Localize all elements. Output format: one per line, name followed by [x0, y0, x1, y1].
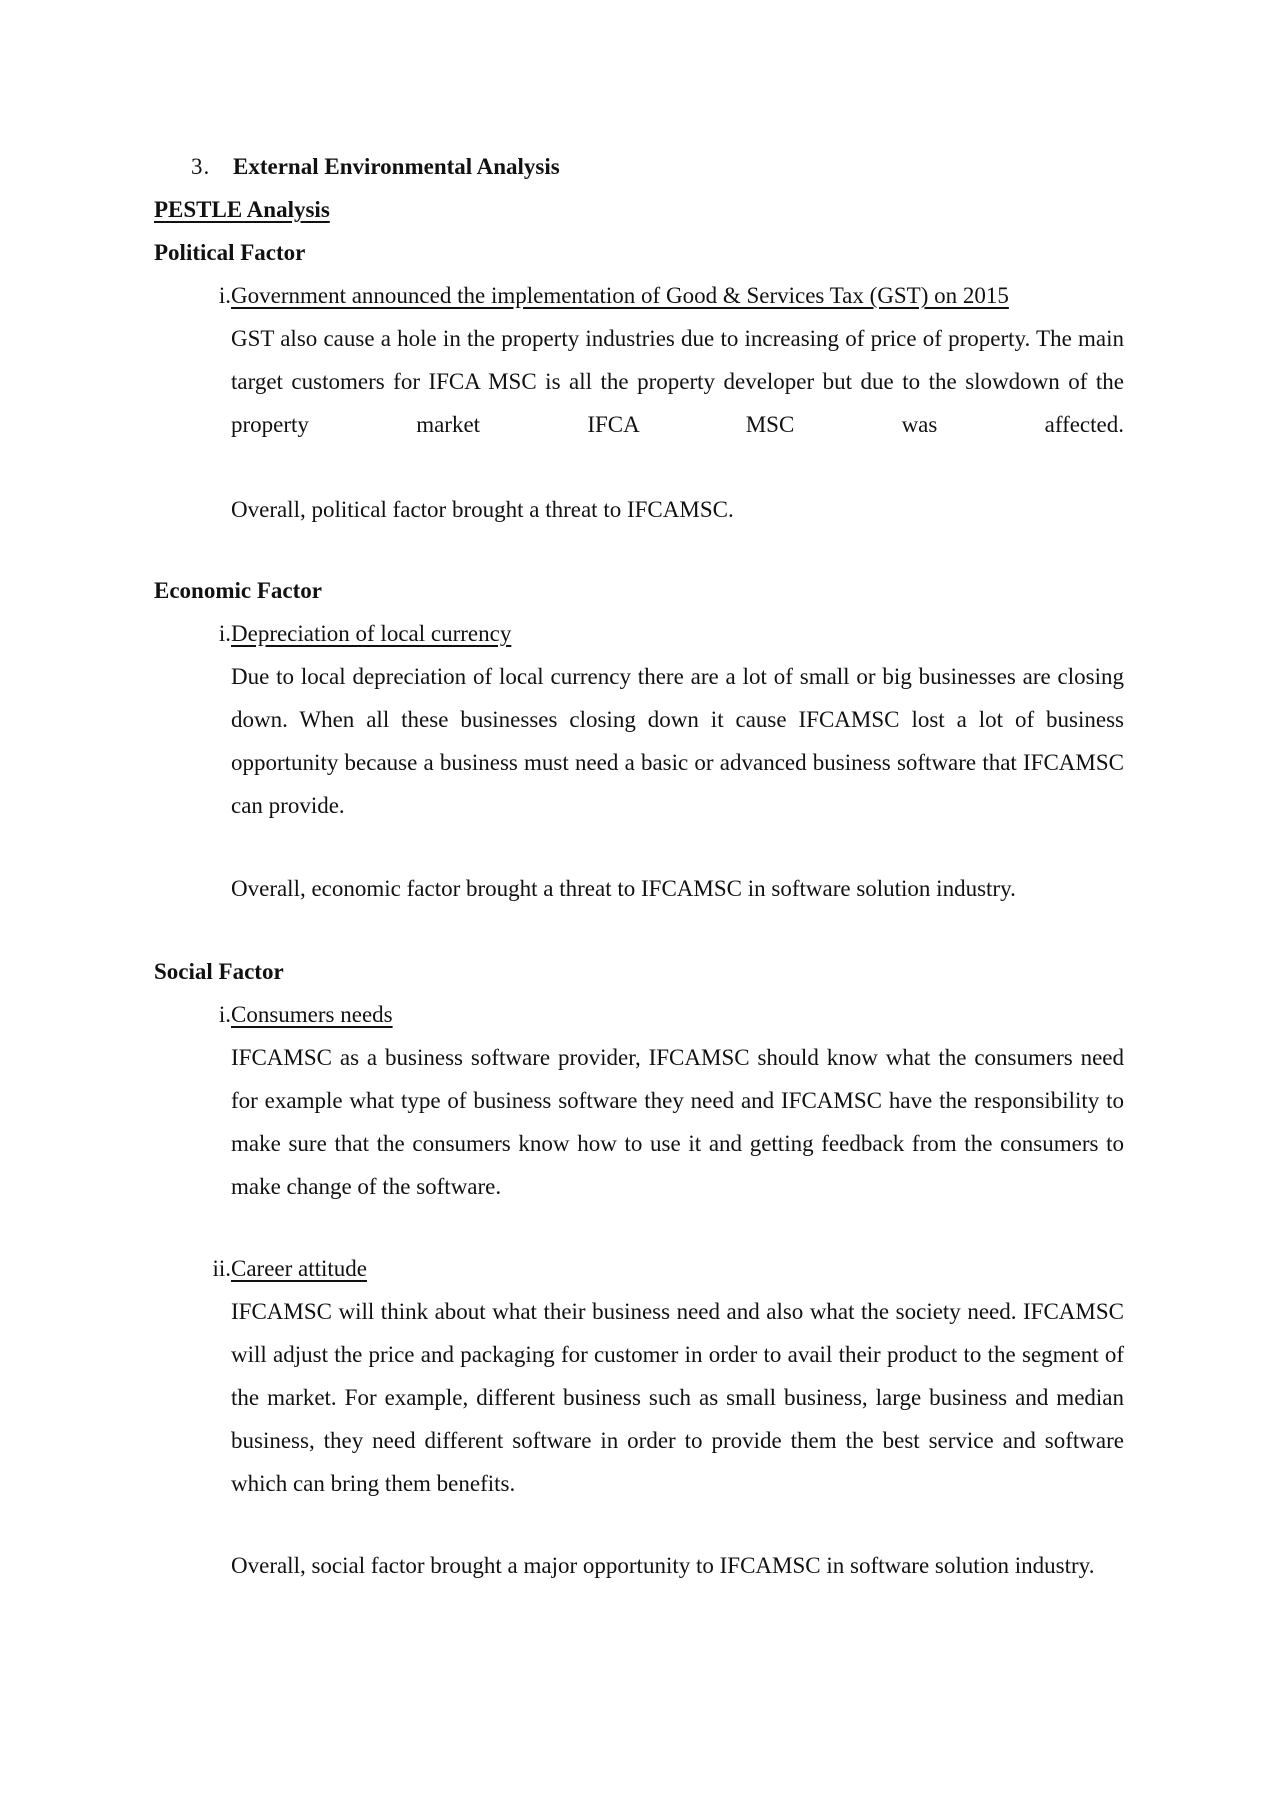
- political-item-i-subtitle: Government announced the implementation of Good & Services Tax (GST) on 2015: [231, 283, 1009, 308]
- pestle-title: PESTLE Analysis: [154, 197, 330, 222]
- economic-item-i-subtitle: Depreciation of local currency: [231, 621, 512, 646]
- political-item-i: [154, 274, 1124, 317]
- social-item-ii-numeral: ii.: [212, 1256, 231, 1281]
- social-item-i-paragraph: IFCAMSC as a business software provider, IFCAMSC should know what the consumers need for example what type of business software they need and IFCAMSC have the responsibility to make sure that the consumers know how to use it and getting feedback from the consumers to make change of the software.: [231, 1045, 1124, 1199]
- economic-factor-title: Economic Factor: [154, 578, 322, 603]
- economic-item-i: [154, 612, 1124, 655]
- social-item-i: [154, 993, 1124, 1036]
- social-item-i-subtitle: Consumers needs: [231, 1002, 393, 1027]
- political-summary: Overall, political factor brought a threat to IFCAMSC.: [231, 497, 734, 522]
- section-number: 3.: [191, 154, 211, 179]
- social-item-ii-subtitle: Career attitude: [231, 1256, 368, 1281]
- social-factor-title: Social Factor: [154, 959, 284, 984]
- social-item-ii-paragraph: IFCAMSC will think about what their business need and also what the society need. IFCAMSC will adjust the price and packaging for customer in order to avail their product to the segment of the market. For example, different business such as small business, large business and median business, they need different software in order to provide them the best service and software which can bring them benefits.: [231, 1299, 1124, 1496]
- political-item-i-numeral: i.: [218, 283, 231, 308]
- economic-item-i-numeral: i.: [218, 621, 231, 646]
- social-summary: Overall, social factor brought a major opportunity to IFCAMSC in software solution industry.: [231, 1553, 1095, 1578]
- political-item-i-paragraph: GST also cause a hole in the property industries due to increasing of price of property. The main target customers for IFCA MSC is all the property developer but due to the slowdown of the property market IFCA MSC was affected.: [231, 326, 1124, 437]
- economic-summary: Overall, economic factor brought a threat to IFCAMSC in software solution industry.: [231, 876, 1016, 901]
- social-item-i-numeral: i.: [218, 1002, 231, 1027]
- section-heading: [191, 145, 560, 188]
- section-heading-title: External Environmental Analysis: [233, 154, 560, 179]
- economic-item-i-paragraph: Due to local depreciation of local currency there are a lot of small or big businesses are closing down. When all these businesses closing down it cause IFCAMSC lost a lot of business opportunity because a business must need a basic or advanced business software that IFCAMSC can provide.: [231, 664, 1124, 818]
- social-item-ii: [154, 1247, 1124, 1290]
- political-factor-title: Political Factor: [154, 240, 306, 265]
